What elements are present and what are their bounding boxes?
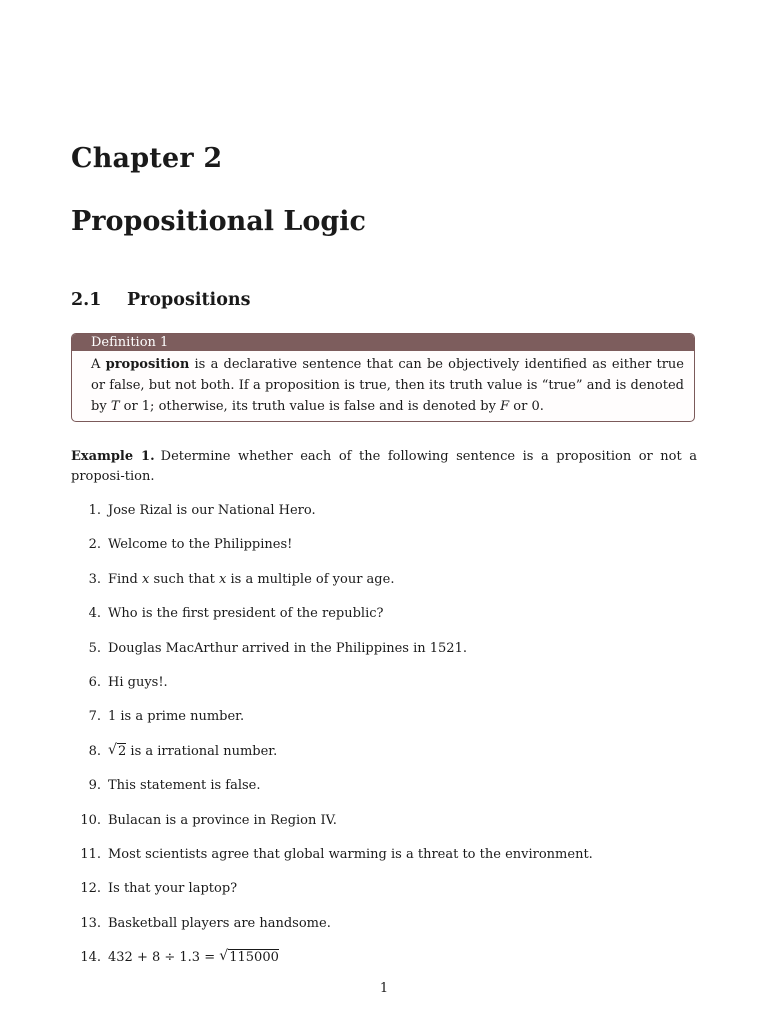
list-item: [71, 742, 697, 776]
page-number: 1: [379, 981, 389, 996]
chapter-label: Chapter 2: [71, 143, 223, 174]
item-text: [108, 948, 279, 968]
definition-body: [72, 351, 694, 417]
definition-text-2: or 1; otherwise, its truth value is false and is denoted by: [119, 399, 501, 414]
radicand: 2: [118, 743, 127, 759]
item-text: Most scientists agree that global warming is a threat to the environment.: [108, 846, 593, 862]
math-variable: x: [219, 571, 227, 587]
item-number: 11.: [80, 846, 101, 862]
math-variable: x: [142, 571, 150, 587]
item-text: Hi guys!.: [108, 674, 168, 690]
list-item: [71, 673, 697, 707]
example-text: Determine whether each of the following sentence is a proposition or not a proposi-tion.: [71, 449, 698, 484]
item-number: 8.: [88, 743, 101, 759]
list-item: [71, 914, 697, 948]
item-text-pre: 432 + 8 ÷ 1.3 =: [108, 950, 220, 966]
list-item: [71, 570, 697, 604]
item-number: 7.: [88, 709, 101, 725]
example-label: Example 1.: [71, 449, 155, 464]
symbol-false: F: [500, 399, 510, 414]
question-list: [71, 501, 697, 982]
item-text-post: is a irrational number.: [126, 743, 278, 759]
list-item: [71, 639, 697, 673]
item-text-post: is a multiple of your age.: [226, 571, 395, 587]
list-item: [71, 845, 697, 879]
item-text: Bulacan is a province in Region IV.: [108, 812, 337, 828]
item-number: 6.: [88, 674, 101, 690]
item-number: 5.: [88, 640, 101, 656]
section-heading: [71, 290, 250, 310]
item-number: 9.: [88, 778, 101, 794]
item-text: This statement is false.: [108, 778, 261, 794]
symbol-true: T: [110, 399, 120, 414]
item-text: [108, 570, 394, 590]
item-number: 4.: [88, 606, 101, 622]
item-text: Jose Rizal is our National Hero.: [108, 503, 316, 518]
square-root: [108, 742, 126, 762]
item-text: [108, 742, 277, 762]
item-number: 1.: [88, 503, 101, 518]
definition-text-pre: A: [91, 357, 106, 372]
item-number: 12.: [80, 881, 101, 897]
list-item: [71, 948, 697, 982]
list-item: [71, 707, 697, 741]
item-text: Is that your laptop?: [108, 881, 238, 897]
item-number: 14.: [80, 950, 101, 966]
example-intro: [71, 447, 697, 487]
item-number: 10.: [80, 812, 101, 828]
list-item: [71, 501, 697, 535]
item-number: 13.: [80, 915, 101, 931]
item-text-mid: such that: [149, 571, 220, 587]
item-text: Welcome to the Philippines!: [108, 537, 293, 553]
radical-sign-icon: √: [108, 741, 117, 758]
radicand: 115000: [229, 950, 279, 966]
square-root: [219, 948, 279, 968]
definition-term: proposition: [105, 357, 190, 372]
item-text: Basketball players are handsome.: [108, 915, 331, 931]
definition-heading: Definition 1: [72, 334, 694, 351]
item-number: 3.: [88, 571, 101, 587]
item-text: Who is the first president of the republic?: [108, 606, 384, 622]
definition-box: [71, 333, 695, 422]
item-number: 2.: [88, 537, 101, 553]
list-item: [71, 535, 697, 569]
section-number: 2.1: [71, 290, 102, 310]
definition-text-1: is a declarative sentence that can be objectively identified as either true or false, but not both. If a proposition is true, then its truth value is “true” and is denoted by: [91, 357, 684, 414]
chapter-title: Propositional Logic: [71, 206, 366, 237]
list-item: [71, 811, 697, 845]
item-text-pre: Find: [108, 571, 143, 587]
radical-sign-icon: √: [219, 948, 229, 965]
section-title: Propositions: [127, 290, 251, 310]
item-text: Douglas MacArthur arrived in the Philippines in 1521.: [108, 640, 467, 656]
list-item: [71, 879, 697, 913]
list-item: [71, 604, 697, 638]
item-text: 1 is a prime number.: [108, 709, 245, 725]
list-item: [71, 776, 697, 810]
definition-text-3: or 0.: [509, 399, 544, 414]
